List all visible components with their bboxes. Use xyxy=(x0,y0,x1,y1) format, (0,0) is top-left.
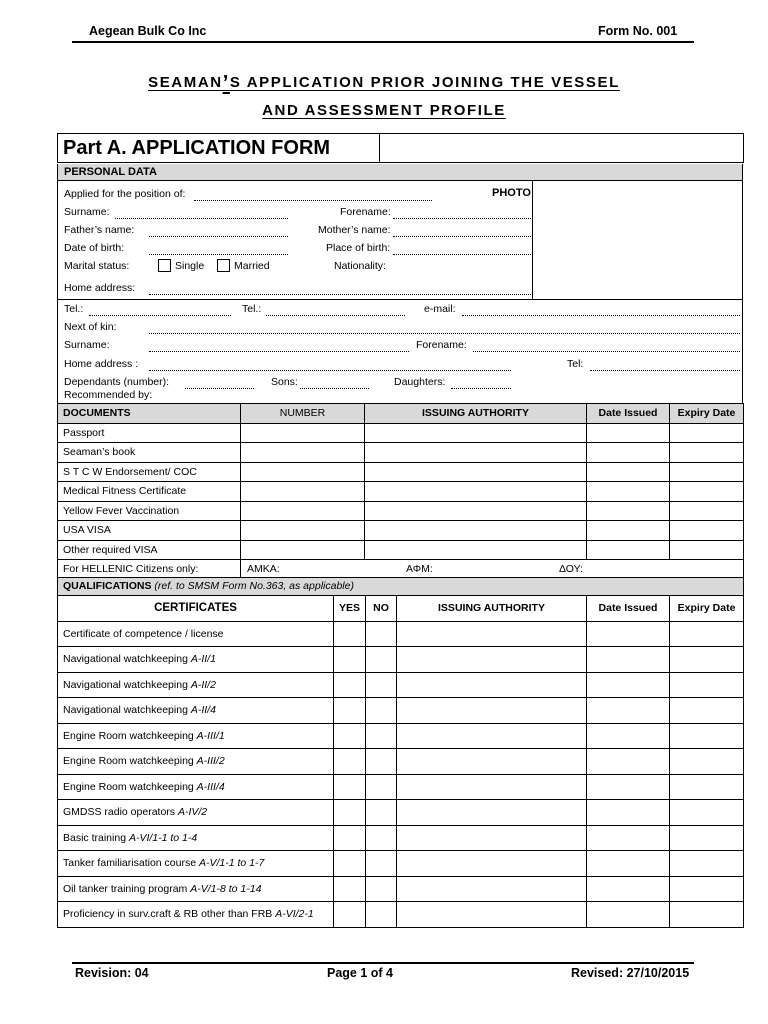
single-label: Single xyxy=(175,260,205,272)
table-row xyxy=(58,698,744,724)
doc-label: S T C W Endorsement/ COC xyxy=(58,462,241,482)
cert-cell[interactable] xyxy=(397,672,587,698)
kin-surname-field[interactable] xyxy=(149,351,409,352)
personal-divider xyxy=(58,299,742,300)
table-row xyxy=(58,521,744,541)
cert-label: Engine Room watchkeeping A-III/4 xyxy=(58,774,334,800)
no-cell[interactable] xyxy=(366,902,397,928)
cert-label: Navigational watchkeeping A-II/2 xyxy=(58,672,334,698)
no-cell[interactable] xyxy=(366,749,397,775)
cert-cell[interactable] xyxy=(397,876,587,902)
expiry-date-header: Expiry Date xyxy=(670,596,744,622)
table-row xyxy=(58,462,744,482)
cert-cell[interactable] xyxy=(670,774,744,800)
cert-cell[interactable] xyxy=(670,621,744,647)
form-number: Form No. 001 xyxy=(598,24,678,38)
cert-label: GMDSS radio operators A-IV/2 xyxy=(58,800,334,826)
doc-label: Seaman’s book xyxy=(58,443,241,463)
fathers-name-label: Father’s name: xyxy=(64,224,135,236)
kin-tel-field[interactable] xyxy=(590,370,740,371)
doc-cell[interactable] xyxy=(587,462,670,482)
cert-cell[interactable] xyxy=(670,800,744,826)
doc-cell[interactable] xyxy=(587,501,670,521)
cert-cell[interactable] xyxy=(397,723,587,749)
table-row xyxy=(58,621,744,647)
table-row xyxy=(58,851,744,877)
doc-label: Passport xyxy=(58,423,241,443)
pob-field[interactable] xyxy=(393,254,531,255)
footer-rule xyxy=(72,962,694,964)
page-number: Page 1 of 4 xyxy=(327,966,393,980)
doc-cell[interactable] xyxy=(241,462,365,482)
qualifications-header: QUALIFICATIONS (ref. to SMSM Form No.363, as applicable) xyxy=(58,578,744,596)
afm-label: ΑΦΜ: xyxy=(406,563,433,575)
doc-cell[interactable] xyxy=(670,501,744,521)
cert-cell[interactable] xyxy=(587,749,670,775)
mothers-name-label: Mother’s name: xyxy=(318,224,391,236)
table-row xyxy=(58,723,744,749)
sons-label: Sons: xyxy=(271,376,298,388)
table-row xyxy=(58,774,744,800)
yes-cell[interactable] xyxy=(334,723,366,749)
doc-cell[interactable] xyxy=(241,540,365,560)
doc-cell[interactable] xyxy=(670,540,744,560)
position-field[interactable] xyxy=(194,200,432,201)
yes-cell[interactable] xyxy=(334,749,366,775)
forename-label: Forename: xyxy=(340,206,391,218)
form-title-line1: SEAMAN’S APPLICATION PRIOR JOINING THE VESSEL xyxy=(148,72,620,94)
kin-surname-label: Surname: xyxy=(64,339,110,351)
table-row xyxy=(58,501,744,521)
doc-cell[interactable] xyxy=(670,482,744,502)
table-row xyxy=(58,672,744,698)
dob-field[interactable] xyxy=(149,254,288,255)
surname-field[interactable] xyxy=(115,218,288,219)
cert-cell[interactable] xyxy=(587,876,670,902)
documents-table xyxy=(57,403,744,580)
tel1-field[interactable] xyxy=(89,315,231,316)
position-label: Applied for the position of: xyxy=(64,188,186,200)
forename-field[interactable] xyxy=(393,218,531,219)
yes-cell[interactable] xyxy=(334,902,366,928)
cert-cell[interactable] xyxy=(397,774,587,800)
doc-cell[interactable] xyxy=(587,443,670,463)
dependants-label: Dependants (number): xyxy=(64,376,170,388)
table-row xyxy=(58,825,744,851)
amka-label: AMKA: xyxy=(247,563,280,575)
yes-cell[interactable] xyxy=(334,876,366,902)
doc-cell[interactable] xyxy=(365,423,587,443)
home-address-label: Home address: xyxy=(64,282,136,294)
revision-label: Revision: 04 xyxy=(75,966,149,980)
photo-label: PHOTO xyxy=(492,187,531,199)
no-cell[interactable] xyxy=(366,621,397,647)
no-header: NO xyxy=(366,596,397,622)
cert-cell[interactable] xyxy=(670,825,744,851)
next-of-kin-field[interactable] xyxy=(149,333,740,334)
tel2-label: Tel.: xyxy=(242,303,262,315)
married-label: Married xyxy=(234,260,270,272)
documents-header: DOCUMENTS xyxy=(58,404,241,424)
nationality-label: Nationality: xyxy=(334,260,386,272)
cert-label: Oil tanker training program A-V/1-8 to 1-14 xyxy=(58,876,334,902)
doc-cell[interactable] xyxy=(587,521,670,541)
date-issued-header: Date Issued xyxy=(587,596,670,622)
doc-cell[interactable] xyxy=(587,482,670,502)
sons-field[interactable] xyxy=(300,388,369,389)
cert-cell[interactable] xyxy=(397,698,587,724)
cert-cell[interactable] xyxy=(397,851,587,877)
table-row xyxy=(58,800,744,826)
cert-cell[interactable] xyxy=(670,698,744,724)
doc-cell[interactable] xyxy=(365,540,587,560)
personal-data-section xyxy=(57,164,743,404)
doc-cell[interactable] xyxy=(365,462,587,482)
cert-label: Certificate of competence / license xyxy=(58,621,334,647)
cert-label: Engine Room watchkeeping A-III/2 xyxy=(58,749,334,775)
next-of-kin-label: Next of kin: xyxy=(64,321,117,333)
yes-cell[interactable] xyxy=(334,800,366,826)
hellenic-label: For HELLENIC Citizens only: xyxy=(58,560,241,580)
tel2-field[interactable] xyxy=(266,315,405,316)
yes-cell[interactable] xyxy=(334,647,366,673)
part-a-blank xyxy=(380,134,744,163)
doc-cell[interactable] xyxy=(365,482,587,502)
doc-cell[interactable] xyxy=(670,423,744,443)
cert-cell[interactable] xyxy=(670,647,744,673)
cert-cell[interactable] xyxy=(670,672,744,698)
cert-cell[interactable] xyxy=(670,851,744,877)
doc-label: Yellow Fever Vaccination xyxy=(58,501,241,521)
table-row xyxy=(58,443,744,463)
pob-label: Place of birth: xyxy=(326,242,391,254)
doc-cell[interactable] xyxy=(670,443,744,463)
issuing-authority-header: ISSUING AUTHORITY xyxy=(397,596,587,622)
table-row xyxy=(58,540,744,560)
no-cell[interactable] xyxy=(366,800,397,826)
cert-cell[interactable] xyxy=(587,825,670,851)
kin-address-label: Home address : xyxy=(64,358,139,370)
doc-cell[interactable] xyxy=(670,521,744,541)
table-row xyxy=(58,902,744,928)
doc-cell[interactable] xyxy=(587,423,670,443)
form-title-line2: AND ASSESSMENT PROFILE xyxy=(262,102,506,119)
company-name: Aegean Bulk Co Inc xyxy=(89,24,207,38)
cert-cell[interactable] xyxy=(397,621,587,647)
marital-label: Marital status: xyxy=(64,260,130,272)
doc-cell[interactable] xyxy=(241,423,365,443)
kin-tel-label: Tel: xyxy=(567,358,584,370)
expiry-date-header: Expiry Date xyxy=(670,404,744,424)
cert-label: Navigational watchkeeping A-II/1 xyxy=(58,647,334,673)
cert-cell[interactable] xyxy=(587,723,670,749)
cert-cell[interactable] xyxy=(397,902,587,928)
doc-label: USA VISA xyxy=(58,521,241,541)
revised-date: Revised: 27/10/2015 xyxy=(571,966,690,980)
doy-label: ΔΟΥ: xyxy=(559,563,583,575)
kin-forename-label: Forename: xyxy=(416,339,467,351)
yes-cell[interactable] xyxy=(334,851,366,877)
cert-cell[interactable] xyxy=(670,723,744,749)
email-field[interactable] xyxy=(462,315,740,316)
cert-cell[interactable] xyxy=(587,672,670,698)
daughters-label: Daughters: xyxy=(394,376,446,388)
cert-cell[interactable] xyxy=(670,749,744,775)
cert-cell[interactable] xyxy=(670,876,744,902)
doc-cell[interactable] xyxy=(365,501,587,521)
no-cell[interactable] xyxy=(366,647,397,673)
cert-cell[interactable] xyxy=(587,902,670,928)
no-cell[interactable] xyxy=(366,851,397,877)
cert-label: Engine Room watchkeeping A-III/1 xyxy=(58,723,334,749)
home-address-field[interactable] xyxy=(149,294,531,295)
table-row xyxy=(58,876,744,902)
single-checkbox[interactable] xyxy=(158,259,171,272)
no-cell[interactable] xyxy=(366,723,397,749)
yes-header: YES xyxy=(334,596,366,622)
cert-cell[interactable] xyxy=(397,825,587,851)
daughters-field[interactable] xyxy=(451,388,511,389)
photo-box xyxy=(532,181,743,300)
yes-cell[interactable] xyxy=(334,698,366,724)
tel1-label: Tel.: xyxy=(64,303,84,315)
part-a-header xyxy=(57,133,744,163)
qualifications-table xyxy=(57,577,744,928)
table-row xyxy=(58,749,744,775)
mothers-name-field[interactable] xyxy=(393,236,531,237)
yes-cell[interactable] xyxy=(334,774,366,800)
certificates-header: CERTIFICATES xyxy=(58,596,334,622)
cert-label: Tanker familiarisation course A-V/1-1 to 1-7 xyxy=(58,851,334,877)
doc-cell[interactable] xyxy=(365,443,587,463)
doc-cell[interactable] xyxy=(241,501,365,521)
table-row xyxy=(58,482,744,502)
yes-cell[interactable] xyxy=(334,621,366,647)
no-cell[interactable] xyxy=(366,774,397,800)
yes-cell[interactable] xyxy=(334,825,366,851)
no-cell[interactable] xyxy=(366,876,397,902)
recommended-label: Recommended by: xyxy=(64,389,153,401)
no-cell[interactable] xyxy=(366,698,397,724)
part-a-title: Part A. APPLICATION FORM xyxy=(58,134,380,163)
cert-cell[interactable] xyxy=(587,621,670,647)
doc-cell[interactable] xyxy=(670,462,744,482)
doc-cell[interactable] xyxy=(241,482,365,502)
cert-cell[interactable] xyxy=(397,749,587,775)
cert-cell[interactable] xyxy=(587,647,670,673)
cert-label: Navigational watchkeeping A-II/4 xyxy=(58,698,334,724)
doc-label: Other required VISA xyxy=(58,540,241,560)
cert-label: Proficiency in surv.craft & RB other than FRB A-VI/2-1 xyxy=(58,902,334,928)
kin-address-field[interactable] xyxy=(149,370,511,371)
doc-label: Medical Fitness Certificate xyxy=(58,482,241,502)
doc-cell[interactable] xyxy=(365,521,587,541)
no-cell[interactable] xyxy=(366,672,397,698)
kin-forename-field[interactable] xyxy=(473,351,740,352)
cert-label: Basic training A-VI/1-1 to 1-4 xyxy=(58,825,334,851)
table-row xyxy=(58,647,744,673)
cert-cell[interactable] xyxy=(587,851,670,877)
number-header: NUMBER xyxy=(241,404,365,424)
doc-cell[interactable] xyxy=(241,521,365,541)
table-row xyxy=(58,423,744,443)
issuing-authority-header: ISSUING AUTHORITY xyxy=(365,404,587,424)
married-checkbox[interactable] xyxy=(217,259,230,272)
personal-data-header: PERSONAL DATA xyxy=(58,164,742,181)
doc-cell[interactable] xyxy=(587,540,670,560)
date-issued-header: Date Issued xyxy=(587,404,670,424)
cert-cell[interactable] xyxy=(397,647,587,673)
surname-label: Surname: xyxy=(64,206,110,218)
cert-cell[interactable] xyxy=(587,698,670,724)
dob-label: Date of birth: xyxy=(64,242,125,254)
cert-cell[interactable] xyxy=(397,800,587,826)
email-label: e-mail: xyxy=(424,303,456,315)
cert-cell[interactable] xyxy=(587,774,670,800)
yes-cell[interactable] xyxy=(334,672,366,698)
doc-cell[interactable] xyxy=(241,443,365,463)
dependants-field[interactable] xyxy=(185,388,254,389)
header-rule xyxy=(72,41,694,43)
fathers-name-field[interactable] xyxy=(149,236,288,237)
cert-cell[interactable] xyxy=(670,902,744,928)
cert-cell[interactable] xyxy=(587,800,670,826)
no-cell[interactable] xyxy=(366,825,397,851)
